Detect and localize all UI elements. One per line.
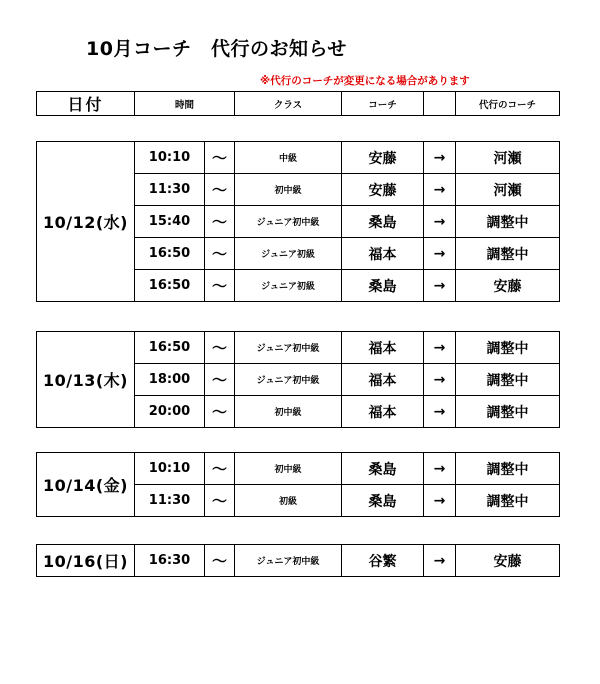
substitute-cell: 安藤 — [456, 270, 560, 302]
substitute-cell: 河瀬 — [456, 142, 560, 174]
coach-cell: 桑島 — [342, 206, 424, 238]
coach-cell: 福本 — [342, 364, 424, 396]
coach-cell: 谷繁 — [342, 545, 424, 577]
substitute-cell: 調整中 — [456, 206, 560, 238]
arrow-cell: → — [424, 174, 456, 206]
table-row — [37, 453, 560, 485]
substitute-cell: 調整中 — [456, 453, 560, 485]
substitute-cell: 河瀬 — [456, 174, 560, 206]
time-cell: 10:10 — [135, 453, 205, 485]
coach-cell: 福本 — [342, 396, 424, 428]
arrow-cell: → — [424, 142, 456, 174]
class-cell: ジュニア初中級 — [235, 332, 342, 364]
header-coach: コーチ — [342, 92, 424, 116]
table-row — [37, 332, 560, 364]
time-cell: 16:30 — [135, 545, 205, 577]
time-cell: 16:50 — [135, 270, 205, 302]
class-cell: 初中級 — [235, 174, 342, 206]
coach-cell: 福本 — [342, 238, 424, 270]
coach-cell: 桑島 — [342, 270, 424, 302]
time-cell: 16:50 — [135, 332, 205, 364]
substitute-cell: 調整中 — [456, 485, 560, 517]
substitute-cell: 調整中 — [456, 396, 560, 428]
class-cell: ジュニア初中級 — [235, 545, 342, 577]
coach-cell: 安藤 — [342, 174, 424, 206]
schedule-table — [36, 331, 560, 428]
substitute-cell: 調整中 — [456, 238, 560, 270]
arrow-cell: → — [424, 206, 456, 238]
coach-cell: 福本 — [342, 332, 424, 364]
header-substitute: 代行のコーチ — [456, 92, 560, 116]
coach-cell: 桑島 — [342, 485, 424, 517]
class-cell: ジュニア初中級 — [235, 206, 342, 238]
class-cell: 中級 — [235, 142, 342, 174]
time-cell: 16:50 — [135, 238, 205, 270]
table-row — [37, 545, 560, 577]
header-date: 日付 — [37, 92, 135, 116]
class-cell: 初中級 — [235, 453, 342, 485]
table-row — [37, 142, 560, 174]
tilde-cell: ～ — [205, 453, 235, 485]
header-table — [36, 91, 560, 116]
substitute-cell: 調整中 — [456, 332, 560, 364]
time-cell: 20:00 — [135, 396, 205, 428]
arrow-cell: → — [424, 485, 456, 517]
date-cell: 10/12(水) — [37, 142, 135, 302]
tilde-cell: ～ — [205, 396, 235, 428]
schedule-table — [36, 141, 560, 302]
header-row — [37, 92, 560, 116]
arrow-cell: → — [424, 238, 456, 270]
tilde-cell: ～ — [205, 364, 235, 396]
arrow-cell: → — [424, 270, 456, 302]
tilde-cell: ～ — [205, 332, 235, 364]
header-time: 時間 — [135, 92, 235, 116]
tilde-cell: ～ — [205, 485, 235, 517]
arrow-cell: → — [424, 453, 456, 485]
substitute-cell: 調整中 — [456, 364, 560, 396]
class-cell: ジュニア初級 — [235, 238, 342, 270]
time-cell: 15:40 — [135, 206, 205, 238]
time-cell: 11:30 — [135, 485, 205, 517]
date-cell: 10/14(金) — [37, 453, 135, 517]
class-cell: ジュニア初中級 — [235, 364, 342, 396]
tilde-cell: ～ — [205, 545, 235, 577]
date-cell: 10/13(木) — [37, 332, 135, 428]
tilde-cell: ～ — [205, 206, 235, 238]
tilde-cell: ～ — [205, 174, 235, 206]
schedule-table — [36, 544, 560, 577]
tilde-cell: ～ — [205, 142, 235, 174]
time-cell: 11:30 — [135, 174, 205, 206]
class-cell: ジュニア初級 — [235, 270, 342, 302]
coach-cell: 安藤 — [342, 142, 424, 174]
arrow-cell: → — [424, 396, 456, 428]
header-arrow — [424, 92, 456, 116]
header-class: クラス — [235, 92, 342, 116]
coach-cell: 桑島 — [342, 453, 424, 485]
schedule-table — [36, 452, 560, 517]
class-cell: 初中級 — [235, 396, 342, 428]
time-cell: 18:00 — [135, 364, 205, 396]
arrow-cell: → — [424, 545, 456, 577]
date-cell: 10/16(日) — [37, 545, 135, 577]
time-cell: 10:10 — [135, 142, 205, 174]
tilde-cell: ～ — [205, 270, 235, 302]
class-cell: 初級 — [235, 485, 342, 517]
tilde-cell: ～ — [205, 238, 235, 270]
page-title: 10月コーチ 代行のお知らせ — [86, 38, 347, 60]
change-notice: ※代行のコーチが変更になる場合があります — [260, 75, 470, 87]
substitute-cell: 安藤 — [456, 545, 560, 577]
arrow-cell: → — [424, 364, 456, 396]
arrow-cell: → — [424, 332, 456, 364]
